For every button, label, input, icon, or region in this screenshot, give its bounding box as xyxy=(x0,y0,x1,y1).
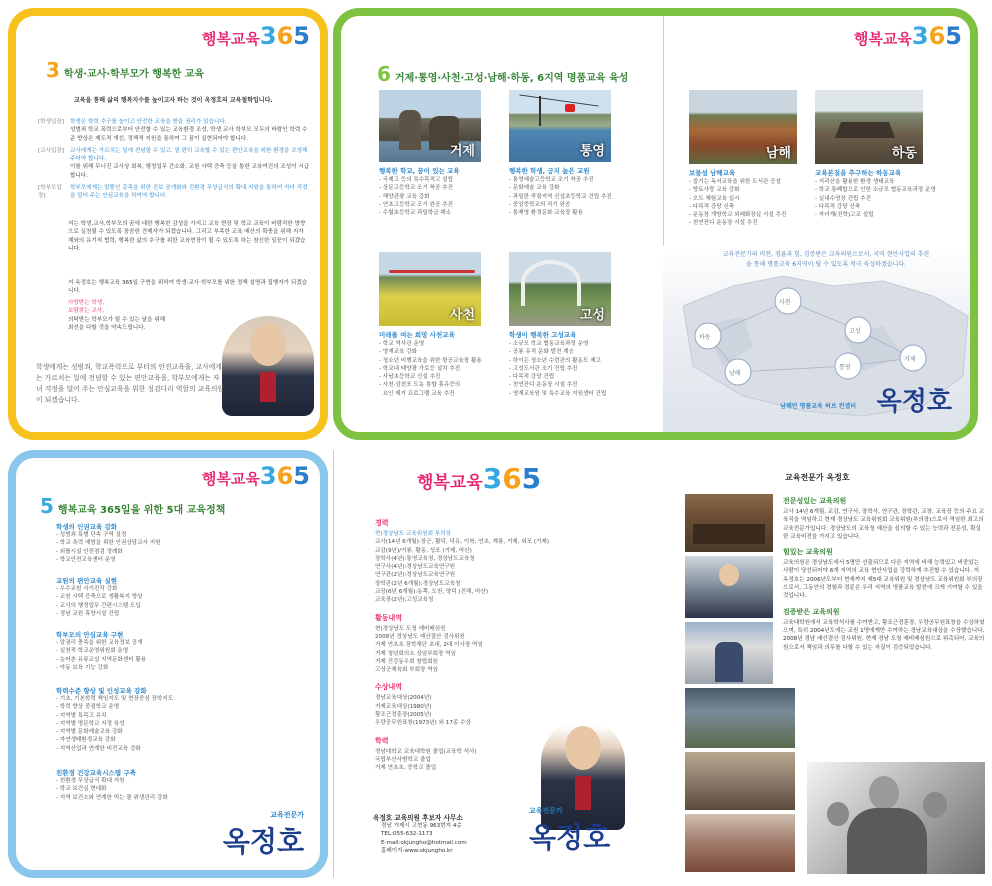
brand-logo xyxy=(202,462,310,490)
map-place-label: 통영 xyxy=(839,364,851,371)
candidate-signature xyxy=(529,806,610,856)
map-place-label: 남해 xyxy=(729,370,741,377)
photo-ceremony xyxy=(685,814,795,872)
list-item: - 천연잔디 운동장 시설 추진 xyxy=(689,220,758,227)
qualification-heading: 검증받은 교육의원 xyxy=(783,607,840,616)
item-tag: [교사입장] xyxy=(38,147,64,154)
region-list xyxy=(815,178,936,219)
panel-profile xyxy=(333,450,653,878)
list-item: - 영재교육 강화 xyxy=(379,349,417,356)
list-item: - 우수교원 사기진작 강화 xyxy=(56,586,118,592)
list-item: - 문화예술 교육 강화 xyxy=(509,185,560,192)
photo-council-chamber xyxy=(685,494,773,552)
list-item: - 외톨시설 안전점검 정례화 xyxy=(56,548,123,555)
list-item: - 다목적 강당 신축 xyxy=(815,203,861,210)
policy-list xyxy=(56,585,143,618)
office-phone: TEL:055-632-1173 xyxy=(381,831,433,838)
section-title: 행복교육 365일을 위한 5대 교육정책 xyxy=(57,505,226,516)
logo-digit: 3 xyxy=(482,462,503,495)
list-item: 장학사(4년):통영교육청, 경상남도교육청 xyxy=(375,555,475,562)
profile-heading: 경력 xyxy=(375,519,389,527)
list-item: - 경남 교원 휴양시설 건립 xyxy=(56,610,120,617)
candidate-signature xyxy=(223,810,304,860)
list-item: 거제 건강동우회 창립회원 xyxy=(375,658,438,665)
list-item: 우량공무원표창(1973년) 외 17종 수상 xyxy=(375,720,471,727)
logo-text: 행복교육 xyxy=(201,470,260,488)
list-item: - 사천·삼천포 도농 통합 휴유증의 xyxy=(379,382,461,389)
logo-digit: 3 xyxy=(259,22,277,50)
pledge-paragraph: 저는 학생,교사,학부모의 꿈에 대한 행복한 감성을 가지고 교육 현장 및 학교 교육이 바람직한 방향으로 실천될 수 있도록 꼼꼼한 견제자가 되겠습니다. 그리고 부족한 교육 예산의 확충을 위해 지자체와의 유기적 협력, 행복한 삶의 추구를 위한 교육현장이 될 수 있도록 하는 참신한 일꾼이 되겠습니다. xyxy=(68,221,306,252)
policy-group xyxy=(56,576,143,618)
policy-title: 학부모의 안심교육 구현 xyxy=(56,631,124,639)
office-homepage[interactable]: 홈페이지:www.okjungho.kr xyxy=(381,847,453,854)
logo-digit: 3 xyxy=(911,22,929,50)
logo-text: 행복교육 xyxy=(201,30,260,48)
list-item: 연구사(4년):경상남도교육연구원 xyxy=(375,564,456,571)
signature-name: 옥정호 xyxy=(222,825,304,858)
slogan-line: 최선을 다할 것을 약속드립니다. xyxy=(68,324,146,331)
map-place-label: 고성 xyxy=(849,328,861,335)
list-item: - 오트 체험교육 실시 xyxy=(689,195,740,202)
logo-text: 행복교육 xyxy=(417,473,483,493)
qualification-body: 교사 14년 6개월, 교감, 연구사, 장학사, 연구관, 장학관, 교장, 교육장 등의 주요 교육직을 역임하고 현재 경상남도 교육위원회 교육위원(부의장)으로서 역임한 최고의 교육전문가입니다. 경상남도의 교육청 예산을 심의할 수 있는 능력과 전문성, 확실한 교육비전을 가지고 있습니다. xyxy=(783,509,985,540)
photo-caption: 사천 xyxy=(449,308,475,323)
logo-digit: 6 xyxy=(928,22,946,50)
list-item: 교사(14년 6개월):장군, 활덕, 덕유, 이북, 연초, 계룡, 거제, 외포 (거제) xyxy=(375,539,550,546)
panel-education-expert xyxy=(675,450,990,878)
list-item: 거제 연초초, 중학교 졸업 xyxy=(375,765,437,772)
policy-list xyxy=(56,639,146,672)
list-item: - 지역별 문화예술교육 강화 xyxy=(56,729,123,736)
list-item: - 공룡 유적 문화 발전 계승 xyxy=(509,349,574,356)
section-number: 6 xyxy=(377,62,391,86)
list-item: 2008년 경상남도 예산결산 검사위원 xyxy=(375,633,465,640)
photo-caption: 고성 xyxy=(579,308,605,323)
list-item: - 연초고등학교 조기 완공 추진 xyxy=(379,201,453,208)
list-item: 경남교육대상(2004년) xyxy=(375,695,432,702)
item-highlight: 학부모에게는 말뿐인 총족을 위한 진보 공개화와 진환경 무상급식의 확대 지원을 통하여 자녀 걱정을 덜어 주는 안심교육을 하여야 합니다. xyxy=(70,185,308,200)
list-item: 고성군체육회 부회장 역임 xyxy=(375,667,438,674)
list-item: - 지역 보건소와 연계한 먹는 물 위생관리 강화 xyxy=(56,794,168,801)
qualification-text xyxy=(783,496,985,652)
list-item: - 소규모 학교 협동교육과정 운영 xyxy=(509,341,589,347)
list-item: 거제교육대상(1980년) xyxy=(375,703,432,710)
list-item: - 기초, 기본학력 책임지도 및 현장중심 장학지도 xyxy=(56,696,174,702)
list-item: 현)경상남도 도청 예비배심원 xyxy=(375,625,446,632)
list-item: - 야동 보육 기능 강화 xyxy=(56,664,109,671)
signature-name: 옥정호 xyxy=(529,821,611,854)
candidate-signature xyxy=(780,381,952,418)
profile-heading: 학력 xyxy=(375,736,389,745)
item-highlight: 교사에게는 가르치는 일에 전념할 수 있고, 열 편히 교육할 수 있는 편안교육을 위한 환경을 조성해 주어야 합니다. xyxy=(70,147,308,163)
photo-caption: 남해 xyxy=(765,146,791,161)
list-item: 요인 제거 프로그램 교육 추진 xyxy=(382,390,455,397)
panel-five-policies xyxy=(8,450,328,878)
list-item: - 학교안전교육센터 운영 xyxy=(56,556,116,563)
list-item: 경남대학교 교육대학원 졸업(교육학 석사) xyxy=(375,748,477,755)
item-highlight: 학생은 학력 추구를 높이고 안전한 교육을 받을 권리가 있습니다. xyxy=(70,119,227,125)
list-item: - 교원 사택 증축으로 생활복지 향상 xyxy=(56,594,143,601)
list-item: - 학교 역사관 운영 xyxy=(379,341,425,347)
list-item: 거제 청년회의소 상임부회장 역임 xyxy=(375,650,456,657)
list-item: - 학교 보건실 현대화 xyxy=(56,786,107,793)
logo-digit: 6 xyxy=(276,22,294,50)
item-body: 성범죄 학교 폭력으로부터 안전할 수 있는 교육환경 조성, 학생 교사 학부모 모두의 바람인 학력 수준 향상은 제도적 개선, 정책적 지원을 통하여 그 꿈이 실현되어야 합니다. xyxy=(70,127,308,142)
list-item: - 수월초등학교 과밀학급 해소 xyxy=(379,210,452,217)
list-item: - 영재교육원 및 특수교육 지원센터 건립 xyxy=(509,390,607,397)
section-number: 3 xyxy=(46,58,60,82)
signature-caption: 교육전문가 xyxy=(529,807,563,815)
list-item: 거제 연초초 장학재단 초대, 2대 이사장 역임 xyxy=(375,642,483,649)
region-list xyxy=(689,178,786,228)
policy-title: 학력수준 향상 및 인성교육 강화 xyxy=(56,687,147,695)
list-item: - 학교 통폐합으로 인한 소규모 협동교육과정 운영 xyxy=(815,187,936,194)
section-heading xyxy=(46,58,204,82)
office-address: 경남 거제시 고현동 963번지 4층 xyxy=(381,823,462,829)
list-item: - 농어촌 유류교실 지역문화센터 활용 xyxy=(56,656,147,663)
section-number: 5 xyxy=(40,494,54,518)
fold-line xyxy=(333,450,334,878)
policy-list xyxy=(56,695,173,753)
list-item: - 실천적 학교운영위원회 운영 xyxy=(56,648,129,655)
list-item: - 고성도서관 조기 건립 추진 xyxy=(509,365,578,372)
policy-group xyxy=(56,686,173,753)
list-item: - 향토사랑 교육 강화 xyxy=(689,187,740,194)
list-item: - 해양관광 교육 강화 xyxy=(379,193,430,200)
list-item: - 국제고 등의 특수목적고 설립 xyxy=(379,177,453,183)
logo-digit: 5 xyxy=(521,462,542,495)
list-item: - 지역별 명문학교 지정 육성 xyxy=(56,720,125,727)
logo-digit: 5 xyxy=(293,22,310,50)
region-photo-hadong xyxy=(815,90,923,164)
policy-group xyxy=(56,768,168,802)
list-item: - 지역별 특목고 유치 xyxy=(56,712,107,719)
photo-caption: 통영 xyxy=(579,144,605,159)
logo-digit: 3 xyxy=(259,462,277,490)
qualification-body: 교육대학원에서 교육학석사를 수여받고, 황조근정훈장, 우량공무원표창을 수상하였으며, 특히 2004년도에는 교원 1명에게만 수여하는 경남교육대상을 수상했습니다. 2008년 경남 예산결산 검사위원, 현재 경남 도청 예비배심원으로 위촉되어, 교육의원으로서 책임과 의무를 다할 수 있는 자질이 검증되었습니다. xyxy=(783,619,985,651)
region-photo-sacheon xyxy=(379,252,481,326)
list-item: - 지역산업과 연계한 비전교육 강화 xyxy=(56,745,141,752)
region-title: 미래를 여는 희망 사천교육 xyxy=(379,331,455,339)
photo-gathering xyxy=(685,622,773,684)
region-title: 학생이 행복한 고성교육 xyxy=(509,331,577,339)
policy-list xyxy=(56,531,161,564)
list-item: - 통영예술고등학교 조기 착공 추진 xyxy=(509,177,594,183)
list-item: - 성범죄 특별 단속 구역 설정 xyxy=(56,532,127,538)
pledge-paragraph: 저 옥정호는 행복교육 365일 구현을 위하여 학생·교사·학부모를 위한 정책 설명과 집행자가 되겠습니다. xyxy=(68,280,308,295)
slogan-line: 사랑받는 학생, xyxy=(68,300,104,306)
signature-name: 옥정호 xyxy=(876,387,952,417)
section-title: 학생·교사·학부모가 행복한 교육 xyxy=(63,69,205,80)
panel-title: 교육전문가 옥정호 xyxy=(785,473,850,482)
list-item: - 통제영 환경문화 교육장 활용 xyxy=(509,210,583,217)
list-item: 장학관(2년 6개월):경상남도교육청 xyxy=(375,580,461,587)
photo-caption: 거제 xyxy=(449,144,475,159)
list-item: - 자연생태환경교육 강화 xyxy=(56,737,116,744)
policy-list xyxy=(56,777,168,802)
list-item: - 과밀한 죽림지역 신설초등학교 건립 추진 xyxy=(509,193,612,200)
list-item: - 중앙중학교의 직기 완공 xyxy=(509,201,571,208)
list-item: - 친환경 무상급식 확대 지원 xyxy=(56,778,125,784)
list-item: - 자녀계(진학)고교 설립 xyxy=(815,212,874,219)
career-list xyxy=(375,538,645,604)
region-list xyxy=(379,340,482,398)
lead-text: 교육을 통해 삶의 행복지수를 높이고자 하는 것이 옥정호의 교육철학입니다. xyxy=(74,97,273,104)
list-item: - 하이든 청소년 수련관의 활동도 제고 xyxy=(509,357,601,364)
career-current: 현)경상남도 교육위원회 부의장 xyxy=(375,531,451,537)
region-title: 교육본질을 추구하는 하동교육 xyxy=(815,169,902,177)
brand-logo xyxy=(202,22,310,50)
region-title: 보물섬 남해교육 xyxy=(689,169,736,177)
campaign-office xyxy=(373,812,523,855)
region-photo-geoje xyxy=(379,90,481,162)
list-item: - 실내수영장 건립 추진 xyxy=(815,195,871,202)
policy-group xyxy=(56,630,146,672)
policy-title: 교원의 편안교육 실현 xyxy=(56,577,118,585)
list-item: 교감(9년)/거룡, 활동, 성포 (거제, 마산) xyxy=(375,547,472,554)
photo-group xyxy=(685,688,795,748)
photo-caption: 하동 xyxy=(891,146,917,161)
region-photo-tongyeong xyxy=(509,90,611,162)
brand-logo xyxy=(417,462,541,495)
list-item: - 청소년 비행교육을 위한 항공교육장 활용 xyxy=(379,357,482,364)
list-item: - 교사의 행정업무 간편시스템 도입 xyxy=(56,602,141,609)
logo-text: 행복교육 xyxy=(853,30,912,48)
logo-digit: 6 xyxy=(502,462,522,495)
brand-logo xyxy=(854,22,962,50)
office-title: 옥정호 교육의원 후보자 사무소 xyxy=(373,814,463,822)
list-item: 교장(6년 6개월):동쪽, 도천, 양덕 (진해, 마산) xyxy=(375,589,489,596)
stakeholder-block xyxy=(38,118,310,205)
logo-digit: 5 xyxy=(945,22,962,50)
map-statement: 교육전문가의 비전, 경륜과 힘, 검증받은 교육의원으로서, 지역 현안사업의 추진을 통해 명품교육 6지역이 될 수 있도록 적극 육성하겠습니다. xyxy=(722,251,930,268)
list-item: - 사남초등학교 신설 추진 xyxy=(379,374,441,381)
map-place-label: 거제 xyxy=(904,356,916,363)
slogan-list xyxy=(68,299,228,332)
office-email[interactable]: E-mail:okjungho@hotmail.com xyxy=(381,839,467,846)
list-item: - 다목적 강당 신축 xyxy=(689,203,735,210)
policy-group xyxy=(56,522,161,564)
list-item: - 지리산을 활용한 환경 생태교육 xyxy=(815,179,895,185)
qualification-heading: 힘있는 교육의원 xyxy=(783,548,833,557)
item-tag: [학생입장] xyxy=(38,119,64,125)
list-item: - 즐기는 독서교육을 위한 도서관 증설 xyxy=(689,179,781,185)
list-item: 황조근정훈장(2005년) xyxy=(375,712,432,719)
list-item: - 상문고등학교 조기 착공 추진 xyxy=(379,185,453,192)
region-title: 행복한 학생, 긍지 높은 교원 xyxy=(509,167,590,175)
list-item: 국립부산사범학교 졸업 xyxy=(375,756,431,763)
region-photo-namhae xyxy=(689,90,797,164)
slogan-line: 의탁받는 학부모가 될 수 있는 날을 위해 xyxy=(68,316,166,323)
policy-title: 학생의 인권교육 강화 xyxy=(56,523,118,531)
list-item: - 천연잔디 운동장 시설 추진 xyxy=(509,382,578,389)
region-title: 행복한 학교, 꿈이 있는 교육 xyxy=(379,167,460,175)
qualification-heading: 전문성있는 교육의원 xyxy=(783,497,847,505)
map-place-label: 하동 xyxy=(699,334,711,341)
signature-caption: 교육전문가 xyxy=(270,811,304,819)
award-list xyxy=(375,694,645,727)
section-title: 거제·통영·사천·고성·남해·하동, 6지역 명품교육 육성 xyxy=(394,73,629,84)
region-photo-goseong xyxy=(509,252,611,326)
list-item: - 다목적 강당 건립 xyxy=(509,374,555,381)
photo-crowd xyxy=(685,752,795,810)
map-place-label: 사천 xyxy=(779,299,791,306)
photo-family xyxy=(807,762,985,874)
list-item: 연구관(2년):경상남도교육연구원 xyxy=(375,572,456,579)
panel-six-regions xyxy=(333,8,978,440)
list-item: - 학력 향상 중점학교 운영 xyxy=(56,704,120,711)
section-heading xyxy=(377,62,628,86)
region-list xyxy=(509,340,606,398)
qualification-body: 교육의원은 경상남도에서 5명만 선출되므로 다른 지역에 비해 능력있고 비중있는 사람이 당선되어야 6개 지역의 교육 현안사업을 강력하게 추진할 수 있습니다. 저 옥정호는 2006년도부터 현재까지 제5대 교육위원 및 경상남도 교육위원회 부의장으로서, 그동안의 경험과 경륜은 우리 지역의 명품교육 발전에 크게 기여할 수 있을 것입니다. xyxy=(783,560,983,600)
list-item: - 알권리 충족을 위한 교육정보 공개 xyxy=(56,640,143,646)
policy-title: 친환경 건강교육시스템 구축 xyxy=(56,769,136,777)
item-tag: [학부모입장] xyxy=(38,185,62,200)
region-list xyxy=(509,176,612,217)
region-list xyxy=(379,176,453,217)
signature-caption: 남해안 명품교육 허브 컨셉터 xyxy=(780,403,856,410)
panel-happy-education xyxy=(8,8,328,440)
list-item: 교육장(2년):고성교육청 xyxy=(375,597,434,604)
logo-digit: 5 xyxy=(293,462,310,490)
slogan-line: 보람찾는 교사, xyxy=(68,308,104,315)
profile-heading: 수상내역 xyxy=(375,683,403,692)
list-item: - 학교내 태양광 가로등 설치 추진 xyxy=(379,365,461,372)
activity-list xyxy=(375,625,645,675)
list-item: - 학교 폭력 예방을 위한 인권상담교사 지원 xyxy=(56,540,161,547)
item-body: 이를 위해 무너진 교사상 회복, 행정업무 간소화, 교원 사택 증축 등을 통한 교육여건의 조성이 시급합니다. xyxy=(70,164,310,179)
logo-digit: 6 xyxy=(276,462,294,490)
candidate-photo xyxy=(222,316,314,416)
photo-speech xyxy=(685,556,773,618)
list-item: - 운동장 개방학교 외래화장실 시설 추진 xyxy=(689,212,787,219)
profile-heading: 활동내역 xyxy=(375,613,403,622)
section-heading xyxy=(40,494,225,518)
pledge-quote: 학생에게는 성범죄, 학교폭력으로 부터의 안전교육을, 교사에게는 가르치는 일에 전념할 수 있는 편안교육을, 학부모에게는 자녀 걱정을 덜어 주는 안심교육을 위한 징검다리 역할의 교육의원이 되겠습니다. xyxy=(36,363,224,404)
